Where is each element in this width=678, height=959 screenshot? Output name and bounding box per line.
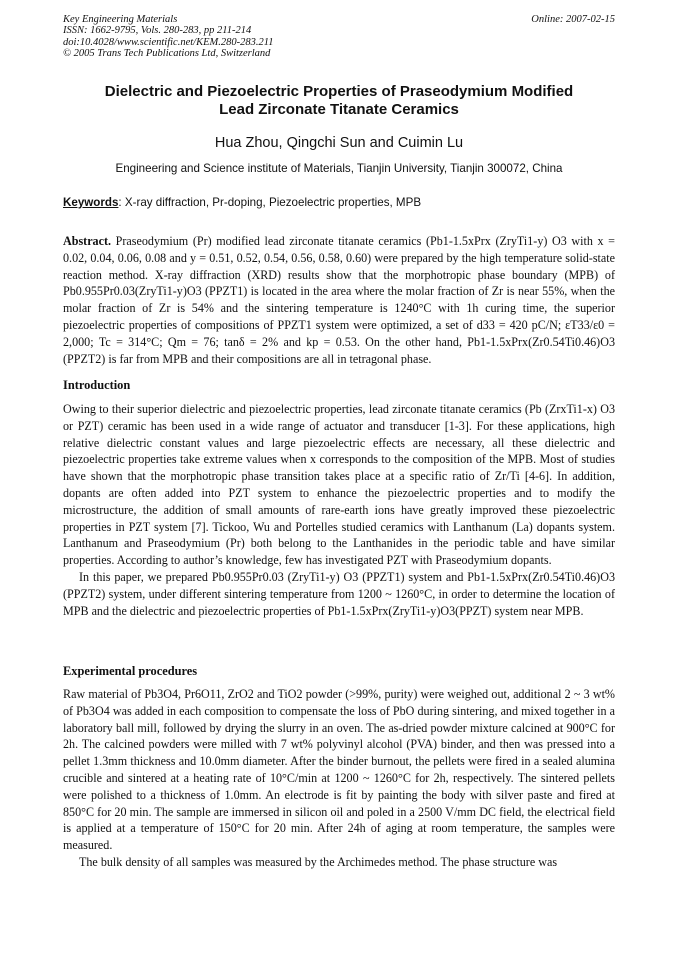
experimental-heading: Experimental procedures	[63, 664, 198, 678]
abstract-text: Praseodymium (Pr) modified lead zirconate titanate ceramics (Pb1-1.5xPrx (ZryTi1-y) O3 with x = 0.02, 0.04, 0.06, 0.08 and y = 0.51, 0.52, 0.54, 0.56, 0.58, 0.60) were prepared by the high temperature solid-state reaction method. X-ray diffraction (XRD) results show that the morphotropic phase boundary (MPB) of Pb0.955Pr0.03(ZryTi1-y)O3 (PPZT1) is located in the area where the molar fraction of Zr is near 55%, when the molar fraction of Zr is 54% and the sintering temperature is 1240°C with 1h curing time, the superior piezoelectric properties of compositions of PPZT1 system were optimized, a set of d33 = 420 pC/N; εT33/ε0 = 2,000; Tc = 314°C; Qm = 76; tanδ = 2% and kp = 0.53. On the other hand, Pb1-1.5xPrx(Zr0.54Ti0.46)O3 (PPZT2) is far from MPB and their compositions are all in tetragonal phase.	[63, 234, 615, 366]
intro-paragraph-1: Owing to their superior dielectric and piezoelectric properties, lead zirconate titanate ceramics (Pb (ZrxTi1-x) O3 or PZT) ceramic has been used in a wide range of actuator and transducer [1-3]. For these applications, high relative dielectric constant values and large piezoelectric effects are necessary, all these dielectric and piezoelectric properties take extreme values when x corresponds to the composition of the MPB. Most of studies have shown that the morphotropic phase transition takes place at a specific ratio of Zr/Ti [4-6]. In addition, dopants are often added into PZT system to enhance the piezoelectric properties and to modify the microstructure, the addition of small amounts of rare-earth ions have greatly improved these piezoelectric properties in PZT system [7]. Tickoo, Wu and Portelles studied ceramics with Lanthanum (La) dopants system. Lanthanum and Praseodymium (Pr) both belong to the Lanthanides in the periodic table and have similar properties. According to author’s knowledge, few has investigated PZT with Praseodymium dopants.	[63, 402, 615, 568]
issn-line: ISSN: 1662-9795, Vols. 280-283, pp 211-214	[63, 25, 252, 37]
keywords-label: Keywords	[63, 196, 119, 209]
journal-name: Key Engineering Materials	[63, 14, 178, 25]
journal-header	[63, 14, 615, 59]
introduction-section	[63, 401, 615, 619]
affiliation: Engineering and Science institute of Materials, Tianjin University, Tianjin 300072, China	[115, 162, 563, 175]
introduction-heading: Introduction	[63, 378, 131, 392]
experimental-section	[63, 686, 615, 871]
keywords-text: : X-ray diffraction, Pr-doping, Piezoelectric properties, MPB	[118, 196, 422, 209]
author-list: Hua Zhou, Qingchi Sun and Cuimin Lu	[214, 135, 464, 151]
exp-paragraph-1: Raw material of Pb3O4, Pr6O11, ZrO2 and TiO2 powder (>99%, purity) were weighed out, additional 2 ~ 3 wt% of Pb3O4 was added in each composition to compensate the loss of PbO during sintering, and mixed together in a laboratory ball mill, followed by drying the slurry in an oven. The as-dried powder mixture calcined at 900°C for 2h. The calcined powders were milled with 7 wt% polyvinyl alcohol (PVA) binder, and then was pressed into a pellet 1.3mm thickness and 10.0mm diameter. After the binder burnout, the pellets were fired in a sealed alumina crucible and sintered at a heating rate of 10°C/min at 1200 ~ 1260°C for 2h, respectively. The sintered pellets were polished to a thickness of 1.0mm. An electrode is fit by painting the body with silver paste and fired at 850°C for 20 min. The sample are immersed in silicon oil and poled in a 2500 V/mm DC field, the electrical field is applied at a temperature of 150°C for 20 min. After 24h of aging at room temperature, the samples were measured.	[63, 687, 615, 853]
paper-title	[63, 83, 615, 119]
copyright-line: © 2005 Trans Tech Publications Ltd, Switzerland	[63, 47, 271, 59]
doi-line: doi:10.4028/www.scientific.net/KEM.280-283.211	[63, 36, 274, 48]
abstract-label: Abstract.	[63, 234, 112, 248]
title-line-1: Dielectric and Piezoelectric Properties of Praseodymium Modified	[104, 83, 574, 100]
keywords-line	[63, 196, 615, 209]
exp-paragraph-2: The bulk density of all samples was measured by the Archimedes method. The phase structure was	[79, 854, 558, 869]
intro-paragraph-2: In this paper, we prepared Pb0.955Pr0.03 (ZryTi1-y) O3 (PPZT1) system and Pb1-1.5xPrx(Zr0.54Ti0.46)O3 (PPZT2) system, under different sintering temperature from 1200 ~ 1260°C, in order to determine the location of MPB and the dielectric and piezoelectric properties of Pb1-1.5xPrx(ZryTi1-y)O3(PPZT) system near MPB.	[63, 569, 615, 618]
abstract-paragraph	[63, 233, 615, 367]
online-date: Online: 2007-02-15	[531, 14, 615, 25]
title-line-2: Lead Zirconate Titanate Ceramics	[219, 101, 459, 118]
